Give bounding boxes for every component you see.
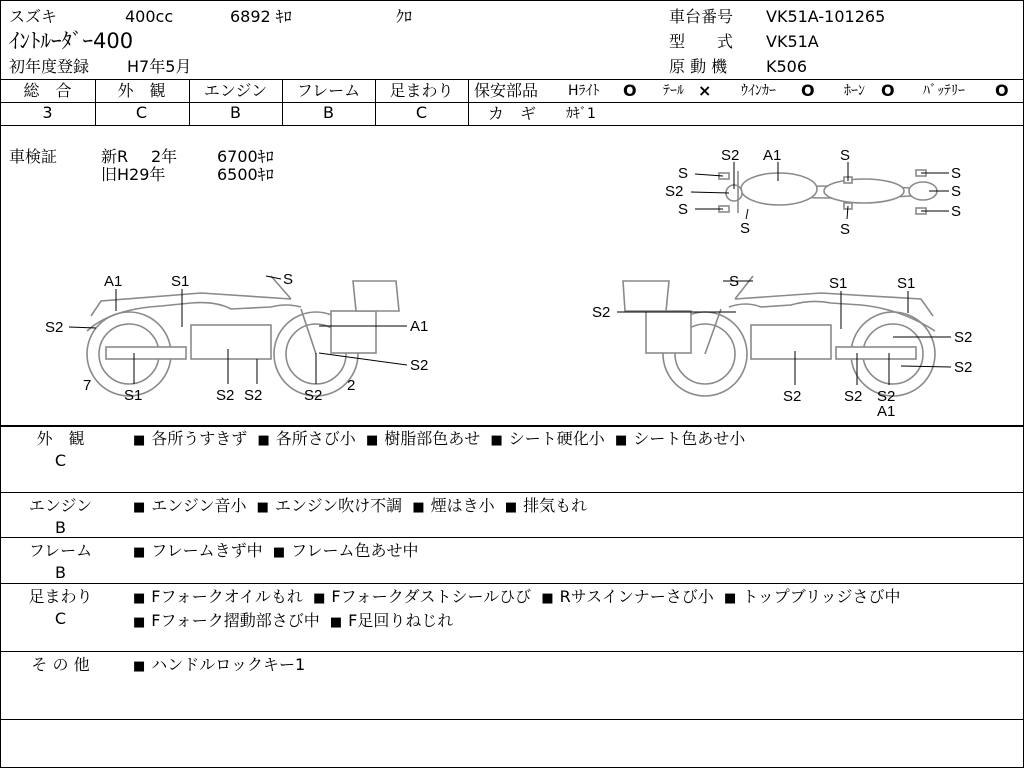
frame-number-value: VK51A-101265 bbox=[766, 7, 886, 26]
grade-value-frame: B bbox=[323, 103, 334, 122]
remark-label-suspension: 足まわり C bbox=[23, 586, 98, 630]
remark-items-exterior: ■ 各所うすきず ■ 各所さび小 ■ 樹脂部色あせ ■ シート硬化小 ■ シート色あせ小 bbox=[133, 429, 746, 448]
remark-label-frame: フレーム B bbox=[23, 540, 98, 584]
safety-taillight-mark: × bbox=[698, 81, 712, 100]
key-value: ｶｷﾞ1 bbox=[566, 106, 596, 122]
remark-items-suspension: ■ Fフォークオイルもれ ■ Fフォークダストシールひび ■ Rサスインナーさび小 ■ トップブリッジさび中 ■ Fフォーク摺動部さび中 ■ F足回りねじれ bbox=[133, 587, 901, 630]
grade-label-suspension: 足まわり bbox=[389, 81, 454, 100]
right-mark-10: A1 bbox=[877, 403, 896, 420]
top-mark-5: S2 bbox=[665, 183, 684, 200]
left-mark-12: 2 bbox=[347, 377, 356, 394]
top-mark-11: S bbox=[840, 221, 851, 238]
grade-value-suspension: C bbox=[415, 103, 428, 122]
model-type-label: 型 式 bbox=[669, 32, 734, 51]
remark-grade-exterior: C bbox=[54, 451, 67, 470]
safety-battery-mark: O bbox=[995, 81, 1009, 100]
safety-winker-label: ｳｲﾝｶｰ bbox=[741, 83, 776, 99]
top-mark-8: S bbox=[951, 165, 962, 182]
left-mark-5: A1 bbox=[410, 318, 429, 335]
right-mark-2: S1 bbox=[829, 275, 848, 292]
top-mark-7: S bbox=[740, 220, 751, 237]
remark-items-other: ■ ハンドルロックキー1 bbox=[133, 655, 306, 674]
key-label: カ ギ bbox=[488, 104, 537, 123]
remark-items-engine: ■ エンジン音小 ■ エンジン吹け不調 ■ 煙はき小 ■ 排気もれ bbox=[133, 496, 588, 515]
right-mark-4: S2 bbox=[592, 304, 611, 321]
first-registration-label: 初年度登録 bbox=[9, 57, 90, 76]
grade-label-exterior: 外 観 bbox=[117, 81, 166, 100]
left-mark-3: S bbox=[283, 271, 294, 288]
safety-parts-label: 保安部品 bbox=[474, 81, 539, 100]
left-mark-10: S2 bbox=[244, 387, 263, 404]
safety-battery-label: ﾊﾞｯﾃﾘｰ bbox=[923, 83, 965, 99]
right-mark-7: S2 bbox=[783, 388, 802, 405]
left-mark-2: S1 bbox=[171, 273, 190, 290]
grade-label-overall: 総 合 bbox=[23, 81, 72, 100]
color: ｸﾛ bbox=[396, 7, 413, 26]
top-mark-10: S bbox=[951, 203, 962, 220]
top-mark-1: S2 bbox=[721, 147, 740, 164]
grade-label-frame: フレーム bbox=[296, 81, 361, 100]
grade-label-engine: エンジン bbox=[203, 81, 268, 100]
remark-label-other: そ の 他 bbox=[31, 655, 90, 674]
grade-value-overall: 3 bbox=[42, 103, 53, 122]
safety-taillight-label: ﾃｰﾙ bbox=[663, 83, 684, 99]
safety-horn-mark: O bbox=[881, 81, 895, 100]
right-mark-5: S2 bbox=[954, 329, 973, 346]
right-mark-6: S2 bbox=[954, 359, 973, 376]
top-mark-2: A1 bbox=[763, 147, 782, 164]
safety-headlight-mark: O bbox=[623, 81, 637, 100]
motorcycle-right-view bbox=[623, 276, 935, 396]
mileage: 6892 ｷﾛ bbox=[230, 7, 292, 26]
remark-label-engine: エンジン B bbox=[23, 495, 98, 539]
right-mark-9: S2 bbox=[877, 388, 896, 405]
inspection-old-label: 旧H29年 bbox=[101, 165, 166, 184]
right-mark-1: S bbox=[729, 273, 740, 290]
left-mark-11: S2 bbox=[304, 387, 323, 404]
left-mark-4: S2 bbox=[45, 319, 64, 336]
top-mark-3: S bbox=[840, 147, 851, 164]
model-name: ｲﾝﾄﾙｰﾀﾞｰ400 bbox=[9, 29, 134, 53]
inspection-label: 車検証 bbox=[9, 147, 58, 166]
top-mark-4: S bbox=[678, 165, 689, 182]
damage-diagram bbox=[1, 131, 1023, 423]
left-mark-8: S1 bbox=[124, 387, 143, 404]
grade-value-exterior: C bbox=[135, 103, 148, 122]
remark-items-frame: ■ フレームきず中 ■ フレーム色あせ中 bbox=[133, 541, 419, 560]
first-registration-value: H7年5月 bbox=[127, 57, 192, 76]
inspection-new-price: 6700ｷﾛ bbox=[217, 147, 274, 166]
grade-table-top-border bbox=[1, 79, 1023, 80]
left-mark-1: A1 bbox=[104, 273, 123, 290]
right-mark-3: S1 bbox=[897, 275, 916, 292]
left-mark-6: S2 bbox=[410, 357, 429, 374]
motorcycle-top-view bbox=[719, 170, 937, 214]
displacement: 400cc bbox=[125, 7, 174, 26]
frame-number-label: 車台番号 bbox=[669, 7, 734, 26]
maker: スズキ bbox=[9, 7, 58, 26]
model-type-value: VK51A bbox=[766, 32, 819, 51]
remark-label-exterior: 外 観 C bbox=[23, 428, 98, 472]
remark-grade-engine: B bbox=[55, 518, 66, 537]
inspection-old-price: 6500ｷﾛ bbox=[217, 165, 274, 184]
right-mark-8: S2 bbox=[844, 388, 863, 405]
inspection-new-label: 新R bbox=[101, 147, 129, 166]
safety-horn-label: ﾎｰﾝ bbox=[844, 83, 865, 99]
inspection-new-years: 2年 bbox=[151, 147, 178, 166]
grade-value-engine: B bbox=[230, 103, 241, 122]
safety-headlight-label: Hﾗｲﾄ bbox=[568, 83, 600, 99]
left-mark-9: S2 bbox=[216, 387, 235, 404]
remark-grade-suspension: C bbox=[54, 609, 67, 628]
top-mark-9: S bbox=[951, 183, 962, 200]
remark-grade-frame: B bbox=[55, 563, 66, 582]
left-mark-7: 7 bbox=[83, 377, 92, 394]
engine-code-label: 原 動 機 bbox=[669, 57, 728, 76]
remarks-top-border bbox=[1, 425, 1023, 427]
safety-winker-mark: O bbox=[801, 81, 815, 100]
grade-table-bottom-border bbox=[1, 125, 1023, 126]
engine-code-value: K506 bbox=[766, 57, 808, 76]
top-mark-6: S bbox=[678, 201, 689, 218]
